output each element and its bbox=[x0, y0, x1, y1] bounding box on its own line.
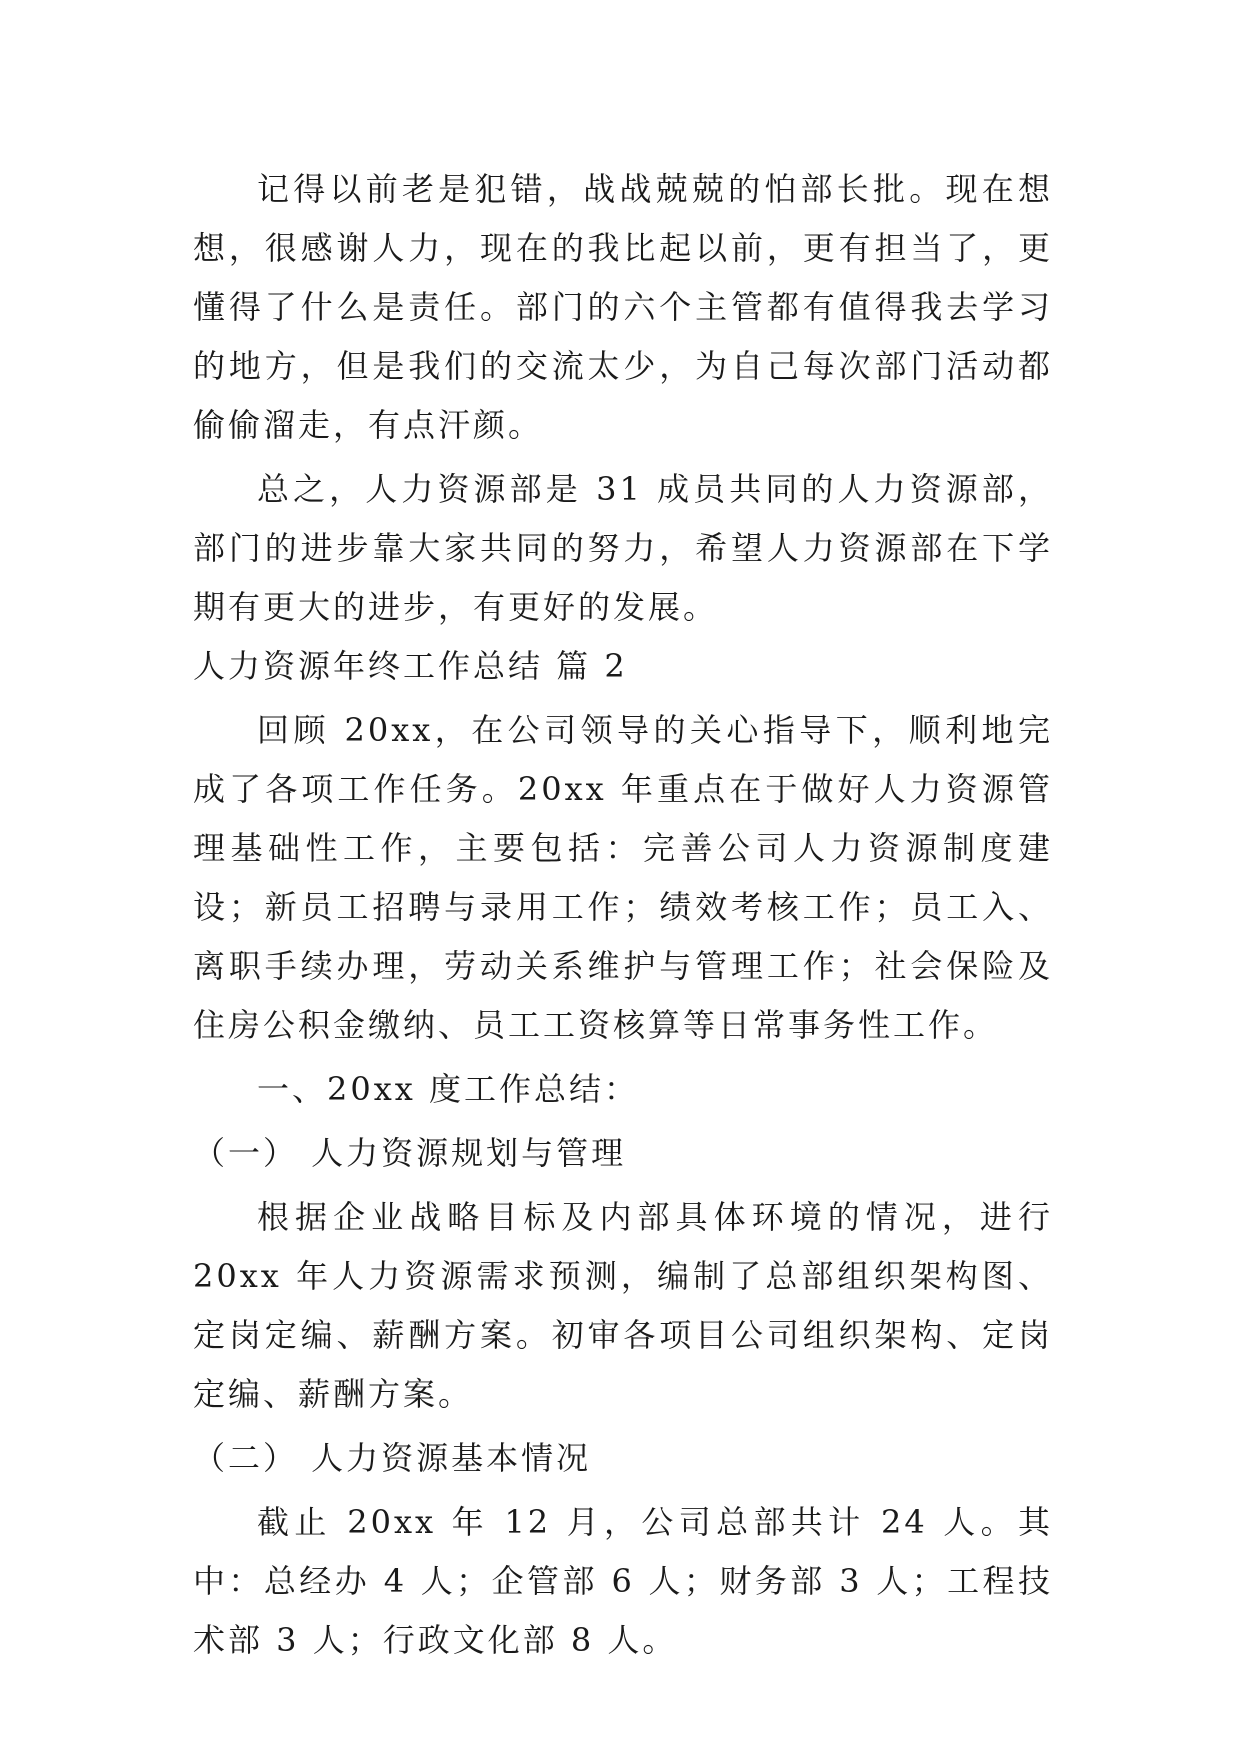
subheading-annual-summary: 一、20xx 度工作总结： bbox=[257, 1070, 639, 1108]
paragraph-headcount: 截止 20xx 年 12 月，公司总部共计 24 人。其中：总经办 4 人；企管部 6 人；财务部 3 人；工程技术部 3 人；行政文化部 8 人。 bbox=[193, 1503, 1053, 1659]
subheading-basic-info: （二） 人力资源基本情况 bbox=[193, 1439, 592, 1477]
paragraph-review: 回顾 20xx，在公司领导的关心指导下，顺利地完成了各项工作任务。20xx 年重点在于做好人力资源管理基础性工作，主要包括：完善公司人力资源制度建设；新员工招聘与录用工作；绩效考核工作；员工入、离职手续办理，劳动关系维护与管理工作；社会保险及住房公积金缴纳、员工工资核算等日常事务性工作。 bbox=[193, 711, 1053, 1044]
document-body bbox=[193, 160, 1053, 1670]
subheading-planning: （一） 人力资源规划与管理 bbox=[193, 1134, 627, 1172]
paragraph-planning: 根据企业战略目标及内部具体环境的情况，进行 20xx 年人力资源需求预测，编制了总部组织架构图、定岗定编、薪酬方案。初审各项目公司组织架构、定岗定编、薪酬方案。 bbox=[193, 1198, 1053, 1413]
paragraph-conclusion: 总之，人力资源部是 31 成员共同的人力资源部，部门的进步靠大家共同的努力，希望人力资源部在下学期有更大的进步，有更好的发展。 bbox=[193, 470, 1053, 626]
section-heading: 人力资源年终工作总结 篇 2 bbox=[193, 647, 628, 685]
paragraph-reflection: 记得以前老是犯错，战战兢兢的怕部长批。现在想想，很感谢人力，现在的我比起以前，更有担当了，更懂得了什么是责任。部门的六个主管都有值得我去学习的地方，但是我们的交流太少，为自己每次部门活动都偷偷溜走，有点汗颜。 bbox=[193, 170, 1053, 444]
